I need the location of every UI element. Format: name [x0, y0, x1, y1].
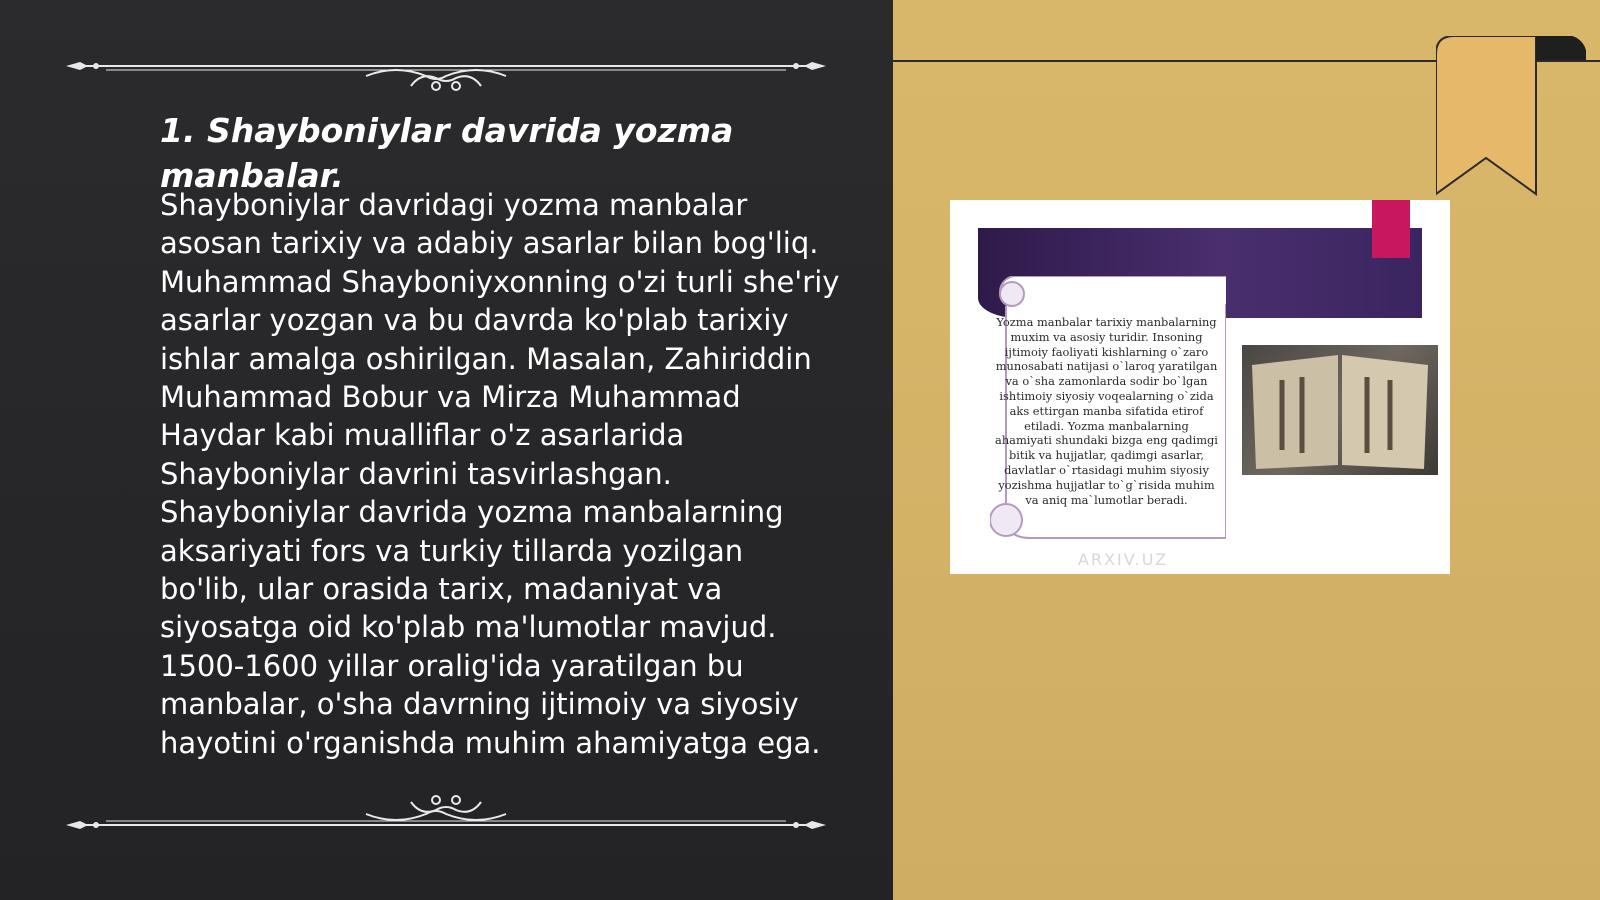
- watermark-text: ARXIV.UZ: [1078, 550, 1169, 569]
- old-book-photo: [1242, 345, 1438, 475]
- slide-body-text: Shayboniylar davridagi yozma manbalar asosan tarixiy va adabiy asarlar bilan bog'liq. Muhammad Shayboniyxonning o'zi turli she'riy asarlar yozgan va bu davrda ko'plab tarixiy ishlar amalga oshirilgan. Masalan, Zahiriddin Muhammad Bobur va Mirza Muhammad Haydar kabi mualliflar o'z asarlarida Shayboniylar davrini tasvirlashgan. Shayboniylar davrida yozma manbalarning aksariyati fors va turkiy tillarda yozilgan bo'lib, ular orasida tarix, madaniyat va siyosatga oid ko'plab ma'lumotlar mavjud. 1500-1600 yillar oralig'ida yaratilgan bu manbalar, o'sha davrning ijtimoiy va siyosiy hayotini o'rganishda muhim ahamiyatga ega.: [160, 188, 840, 760]
- pink-tab: [1372, 200, 1410, 258]
- top-ornament-divider-icon: [66, 42, 826, 92]
- illustration-card: [950, 200, 1450, 574]
- bottom-ornament-divider-icon: [66, 790, 826, 840]
- slide-title: 1. Shayboniylar davrida yozma manbalar.: [160, 111, 734, 195]
- ribbon-bookmark-icon: [1436, 36, 1586, 196]
- scroll-caption-text: Yozma manbalar tarixiy manbalarning muxim va asosiy turidir. Insoning ijtimoiy faoliyati kishlarning o`zaro munosabati natijasi o`laroq yaratilgan va o`sha zamonlarda sodir bo`lgan ishtimoiy siyosiy voqealarning o`zida aks ettirgan manba sifatida etirof etiladi. Yozma manbalarning ahamiyati shundaki bizga eng qadimgi bitik va hujjatlar, qadimgi asarlar, davlatlar o`rtasidagi muhim siyosiy yozishma hujjatlar to`g`risida muhim va aniq ma`lumotlar beradi.: [995, 315, 1218, 507]
